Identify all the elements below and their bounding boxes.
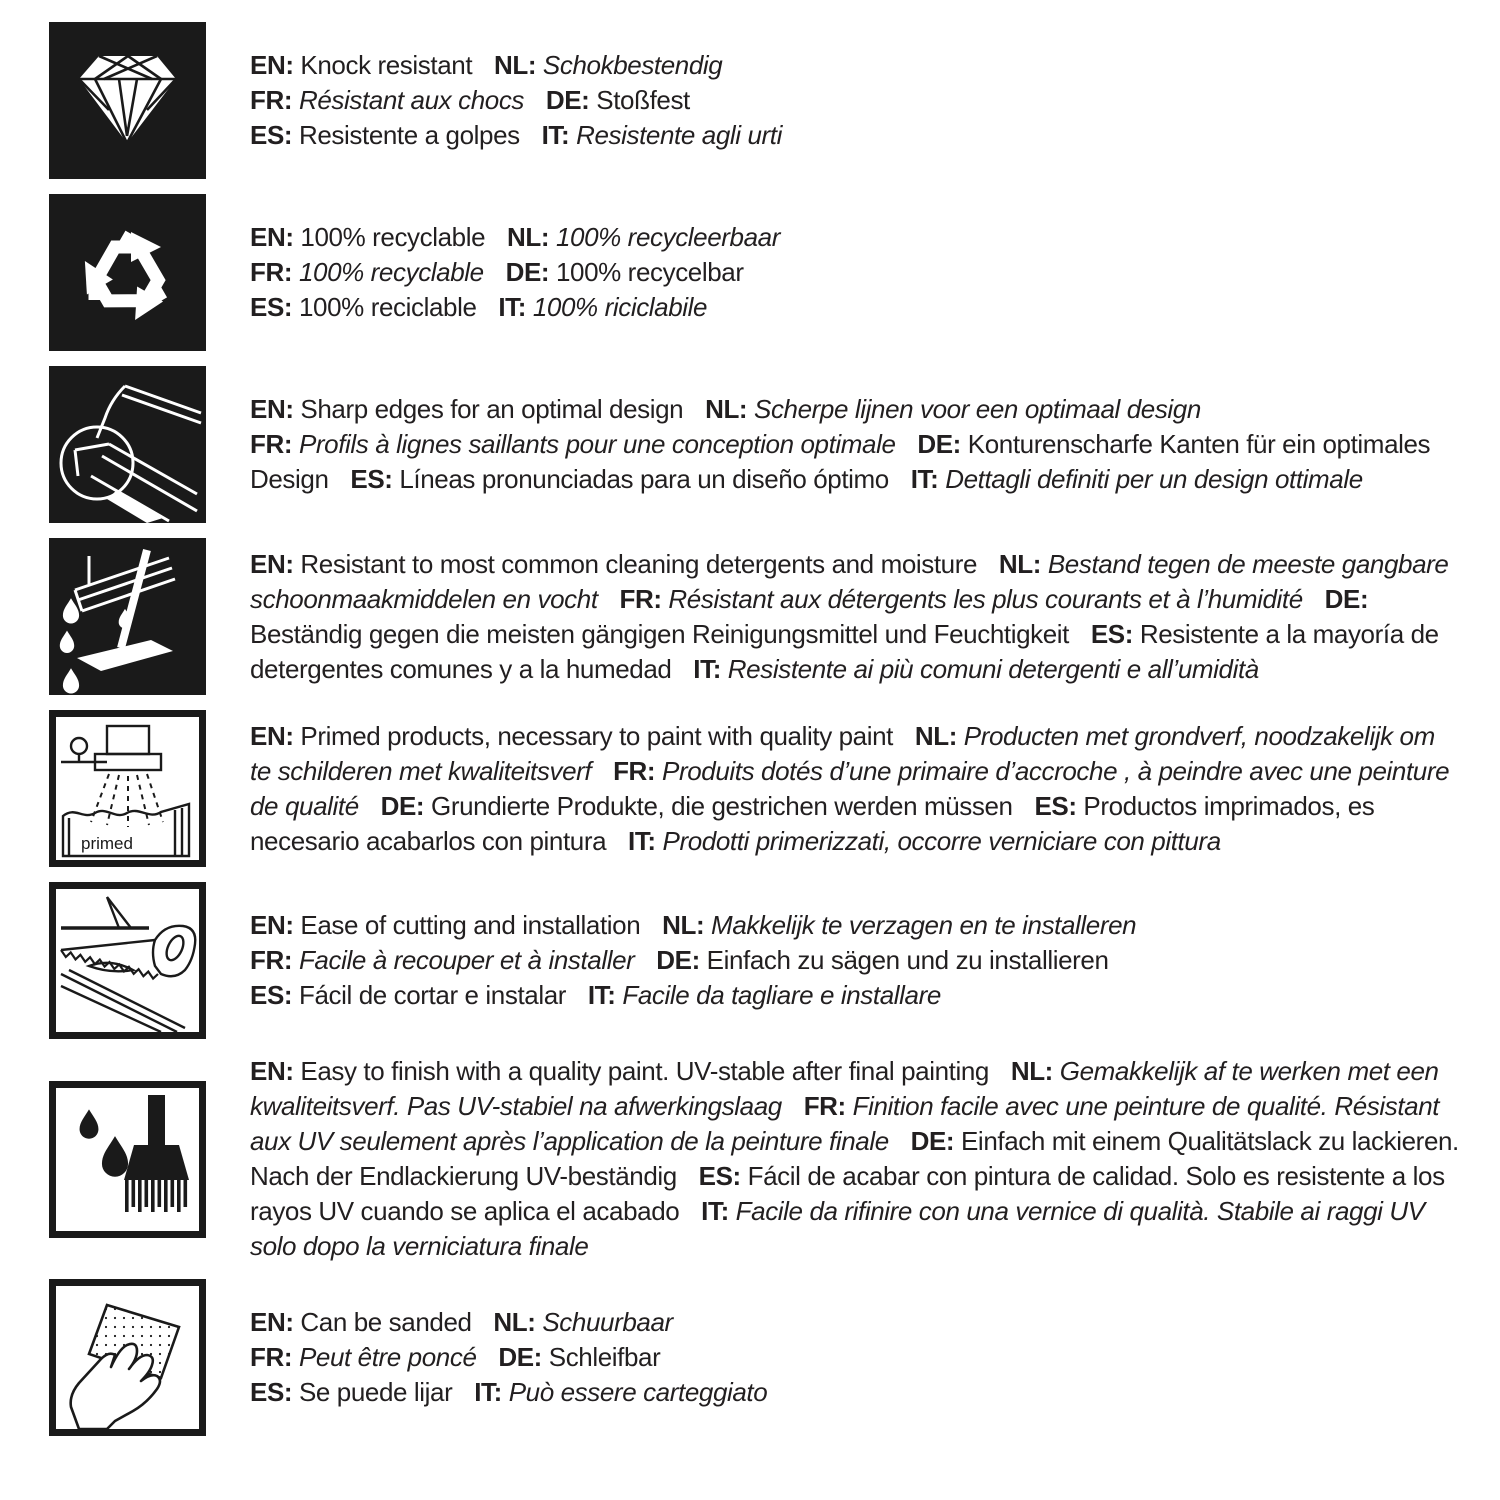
lang-text: Resistente ai più comuni detergenti e all’umidità (720, 653, 1259, 684)
lang-label: NL: (1010, 1056, 1053, 1086)
lang-text: Può essere carteggiato (501, 1377, 768, 1407)
lang-label: FR: (250, 257, 293, 287)
lang-text: Easy to finish with a quality paint. UV-stable after final painting (293, 1056, 989, 1086)
lang-text: Einfach mit einem Qualitätslack zu lackieren. Nach der Endlackierung UV-beständig (250, 1126, 1459, 1191)
feature-row-primed (49, 710, 1462, 867)
lang-text: Resistente a golpes (292, 120, 520, 150)
lang-label: IT: (910, 464, 939, 494)
lang-text: Finition facile avec une peinture de qualité. Résistant aux UV seulement après l’application de la peinture finale (250, 1091, 1440, 1156)
lang-label: NL: (507, 222, 550, 252)
lang-label: FR: (803, 1091, 846, 1121)
lang-text: Bestand tegen de meeste gangbare schoonmaakmiddelen en vocht (250, 548, 1449, 614)
lang-text: Konturenscharfe Kanten für ein optimales Design (250, 429, 1431, 494)
lang-label: FR: (619, 583, 662, 614)
lang-text: Facile à recouper et à installer (292, 945, 635, 975)
lang-text: 100% recyclable (293, 222, 486, 252)
lang-text: Facile da rifinire con una vernice di qualità. Stabile ai raggi UV solo dopo la verniciatura finale (250, 1196, 1425, 1261)
mop-cleaning-icon (49, 538, 206, 695)
paint-drops-brush-icon (49, 1081, 206, 1238)
hand-sanding-icon (49, 1279, 206, 1436)
lang-label: FR: (250, 429, 293, 459)
lang-text: Knock resistant (293, 50, 473, 80)
lang-label: DE: (498, 1342, 542, 1372)
lang-text: Productos imprimados, es necesario acabarlos con pintura (250, 790, 1375, 856)
lang-label: IT: (541, 120, 570, 150)
lang-label: NL: (914, 720, 957, 751)
lang-label: DE: (917, 429, 961, 459)
feature-text (250, 719, 1462, 859)
lang-text: Makkelijk te verzagen en te installeren (704, 910, 1137, 940)
lang-text: Fácil de cortar e instalar (292, 980, 567, 1010)
lang-label: NL: (493, 1307, 536, 1337)
lang-label: NL: (662, 910, 705, 940)
lang-label: FR: (613, 755, 656, 786)
lang-label: DE: (505, 257, 550, 287)
lang-label: IT: (628, 825, 656, 856)
lang-text: Schokbestendig (536, 50, 723, 80)
lang-text: Produits dotés d’une primaire d’accroche , à peindre avec une peinture de qualité (250, 755, 1450, 821)
lang-text: Einfach zu sägen und zu installieren (699, 945, 1109, 975)
lang-text: Schuurbaar (535, 1307, 673, 1337)
lang-text: Profils à lignes saillants pour une conception optimale (292, 429, 896, 459)
lang-text: Résistant aux chocs (292, 85, 525, 115)
feature-text (250, 1305, 1462, 1410)
feature-row-sharp-edges (49, 366, 1462, 523)
feature-text (250, 48, 1462, 153)
feature-row-cleaning-resistant (49, 538, 1462, 695)
lang-text: Primed products, necessary to paint with quality paint (293, 720, 894, 751)
lang-label: EN: (250, 1056, 294, 1086)
lang-text: 100% recycleerbaar (549, 222, 780, 252)
lang-text: 100% riciclabile (526, 292, 708, 322)
lang-label: EN: (250, 50, 294, 80)
lang-text: Dettagli definiti per un design ottimale (938, 464, 1363, 494)
lang-text: Résistant aux détergents les plus courants et à l’humidité (661, 583, 1303, 614)
lang-label: ES: (1034, 790, 1077, 821)
feature-row-easy-finishing (49, 1054, 1462, 1264)
lang-text: Líneas pronunciadas para un diseño óptimo (392, 464, 889, 494)
feature-row-sandable (49, 1279, 1462, 1436)
lang-text: Facile da tagliare e installare (615, 980, 941, 1010)
feature-text (250, 908, 1462, 1013)
lang-text: Sharp edges for an optimal design (293, 394, 684, 424)
lang-label: DE: (1324, 583, 1369, 614)
lang-label: FR: (250, 1342, 293, 1372)
lang-label: IT: (587, 980, 616, 1010)
lang-label: ES: (250, 292, 293, 322)
lang-text: Peut être poncé (292, 1342, 477, 1372)
lang-label: IT: (701, 1196, 729, 1226)
feature-text (250, 547, 1462, 687)
lang-text: Resistant to most common cleaning detergents and moisture (293, 548, 978, 579)
lang-label: ES: (250, 120, 293, 150)
lang-text: Resistente a la mayoría de detergentes comunes y a la humedad (250, 618, 1439, 684)
lang-label: IT: (474, 1377, 502, 1407)
lang-text: Fácil de acabar con pintura de calidad. Solo es resistente a los rayos UV cuando se aplica el acabado (250, 1161, 1445, 1226)
feature-text (250, 392, 1462, 497)
lang-text: Grundierte Produkte, die gestrichen werden müssen (424, 790, 1013, 821)
primed-label: primed (81, 834, 133, 853)
magnifier-edge-icon (49, 366, 206, 523)
lang-text: 100% recyclable (292, 257, 484, 287)
lang-text: Scherpe lijnen voor een optimaal design (747, 394, 1201, 424)
lang-label: DE: (545, 85, 590, 115)
diamond-icon (49, 22, 206, 179)
lang-label: ES: (698, 1161, 741, 1191)
feature-row-recyclable (49, 194, 1462, 351)
lang-label: EN: (250, 1307, 294, 1337)
lang-label: FR: (250, 85, 293, 115)
lang-label: DE: (380, 790, 425, 821)
lang-label: DE: (910, 1126, 955, 1156)
lang-label: EN: (250, 720, 294, 751)
lang-label: EN: (250, 394, 294, 424)
lang-label: ES: (250, 1377, 293, 1407)
lang-label: NL: (998, 548, 1042, 579)
lang-text: Schleifbar (541, 1342, 661, 1372)
lang-text: Stoßfest (589, 85, 690, 115)
feature-row-easy-cutting (49, 882, 1462, 1039)
lang-text: Prodotti primerizzati, occorre verniciare con pittura (655, 825, 1221, 856)
lang-text: Beständig gegen die meisten gängigen Reinigungsmittel und Feuchtigkeit (250, 618, 1070, 649)
lang-label: DE: (656, 945, 700, 975)
lang-label: ES: (350, 464, 393, 494)
lang-text: Gemakkelijk af te werken met een kwaliteitsverf. Pas UV-stabiel na afwerkingslaag (250, 1056, 1439, 1121)
feature-text (250, 220, 1462, 325)
lang-label: ES: (1090, 618, 1133, 649)
lang-text: Ease of cutting and installation (293, 910, 641, 940)
lang-label: EN: (250, 548, 294, 579)
lang-text: 100% recycelbar (549, 257, 744, 287)
lang-label: EN: (250, 222, 294, 252)
lang-label: IT: (693, 653, 721, 684)
lang-label: IT: (498, 292, 527, 322)
lang-label: NL: (705, 394, 748, 424)
lang-text: Can be sanded (293, 1307, 472, 1337)
lang-label: NL: (493, 50, 537, 80)
lang-label: EN: (250, 910, 294, 940)
primer-spray-icon (49, 710, 206, 867)
feature-text (250, 1054, 1462, 1264)
lang-text: 100% reciclable (292, 292, 477, 322)
lang-label: FR: (250, 945, 293, 975)
lang-label: ES: (250, 980, 293, 1010)
feature-row-knock-resistant (49, 22, 1462, 179)
lang-text: Producten met grondverf, noodzakelijk om te schilderen met kwaliteitsverf (250, 720, 1435, 786)
lang-text: Se puede lijar (292, 1377, 453, 1407)
recycle-icon (49, 194, 206, 351)
saw-icon (49, 882, 206, 1039)
lang-text: Resistente agli urti (569, 120, 782, 150)
